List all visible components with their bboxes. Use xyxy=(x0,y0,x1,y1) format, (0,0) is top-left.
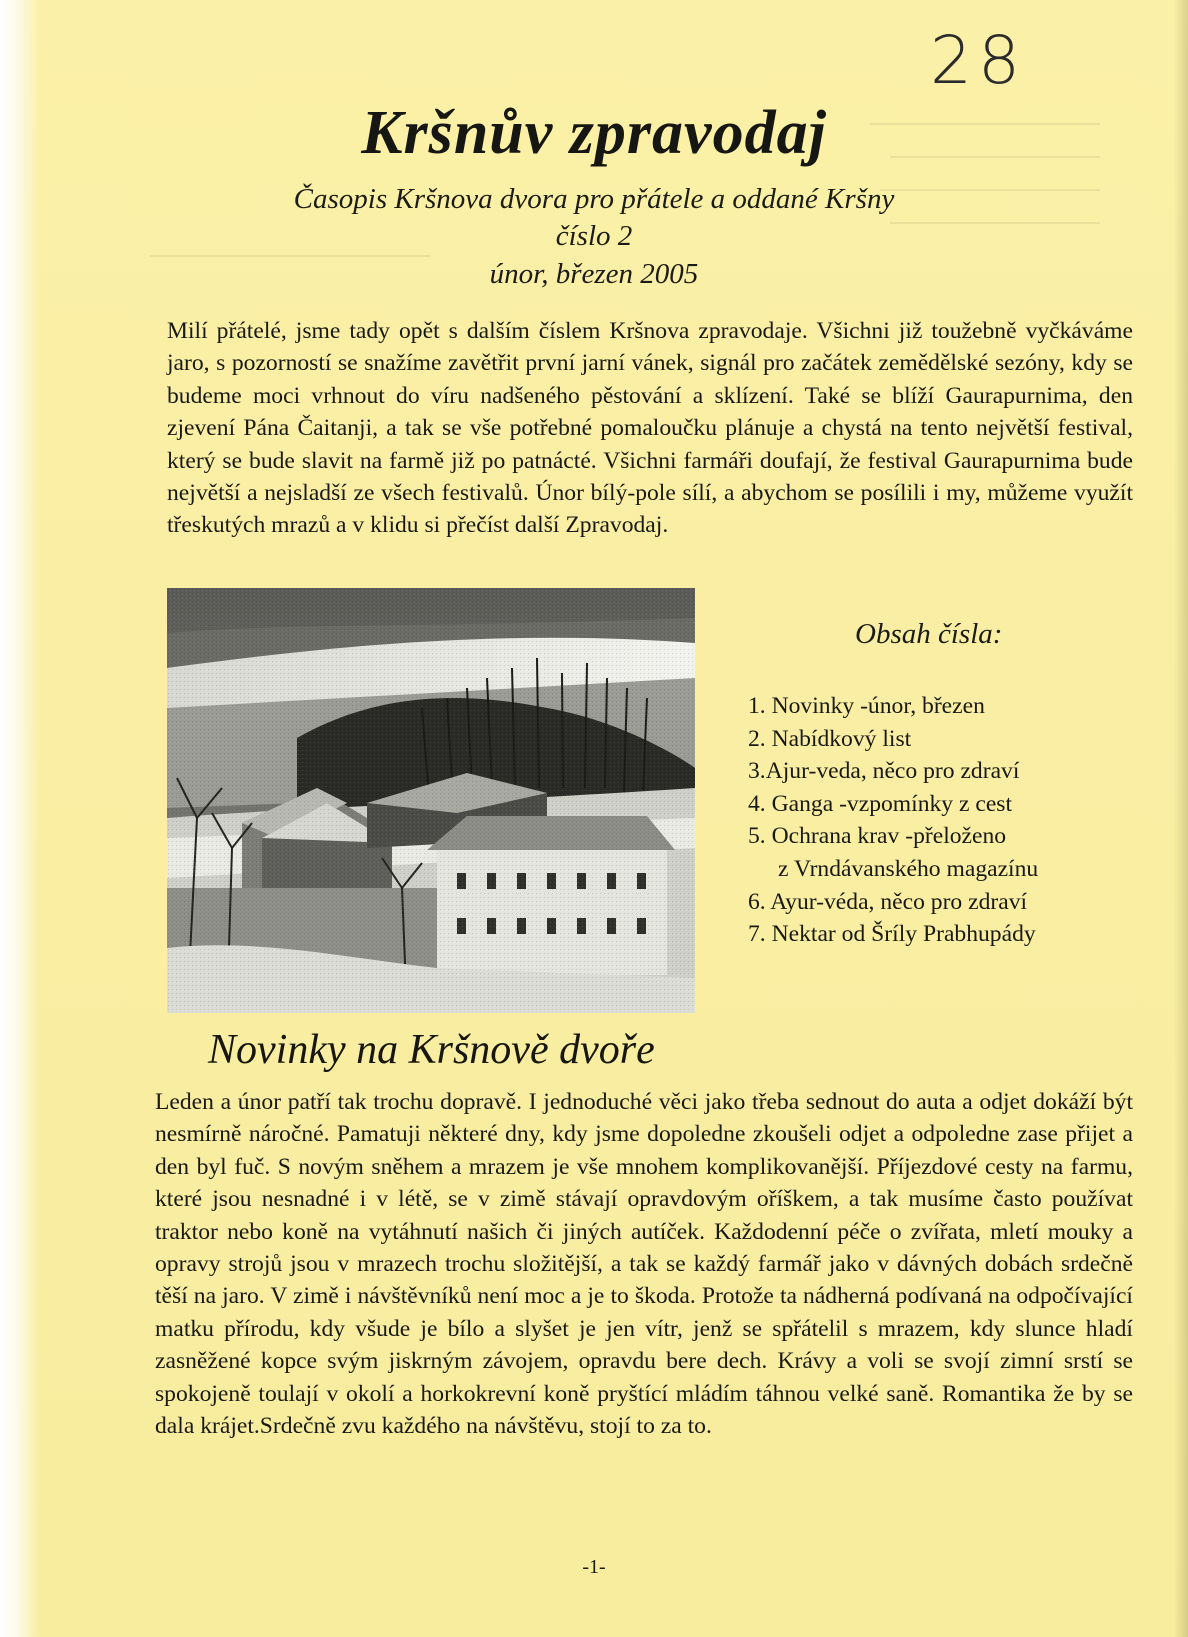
contents-title: Obsah čísla: xyxy=(855,618,1003,650)
farm-photo xyxy=(167,588,695,1013)
article-body: Leden a únor patří tak trochu dopravě. I jednoduché věci jako třeba sednout do auta a odjet dokáží být nesmírně náročné. Pamatuji některé dny, kdy jsme dopoledne zkoušeli odjet a odpoledne zase přijet a den byl fuč. S novým sněhem a mrazem je vše mnohem komplikovanější. Příjezdové cesty na farmu, které jsou nesnadné i v létě, se v zimě stávají opravdovým oříškem, a tak musíme často používat traktor nebo koně na vytáhnutí našich či jiných autíček. Každodenní péče o zvířata, mletí mouky a opravy strojů jsou v mrazech trochu složitější, a tak se každý farmář jako v dávných dobách srdečně těší na jaro. V zimě i návštěvníků není moc a je to škoda. Protože ta nádherná podívaná na odpočívající matku přírodu, kdy všude je bílo a slyšet je jen vítr, jenž se spřátelil s mrazem, kdy slunce hladí zasněžené kopce svým jiskrným závojem, opravdu bere dech. Krávy a voli se svojí zimní srstí se spokojeně toulají v okolí a horkokrevní koně pryštící mládím táhnou velké saně. Romantika že by se dala krájet.Srdečně zvu každého na návštěvu, stojí to za to. xyxy=(155,1089,1133,1440)
article-heading: Novinky na Kršnově dvoře xyxy=(208,1027,655,1073)
contents-item: 2. Nabídkový list xyxy=(748,725,912,752)
magazine-title: Kršnův zpravodaj xyxy=(361,99,827,167)
magazine-subtitle: Časopis Kršnova dvora pro přátele a oddané Kršny xyxy=(293,183,895,215)
intro-paragraph: Milí přátelé, jsme tady opět s dalším číslem Kršnova zpravodaje. Všichni již toužebně vyčkáváme jaro, s pozorností se snažíme zavětřit první jarní vánek, signál pro začátek zemědělské sezóny, kdy se budeme moci vrhnout do víru nadšeného pěstování a sklízení. Také se blíží Gaurapurnima, den zjevení Pána Čaitanji, a tak se vše potřebné pomaloučku plánuje a chystá na tento největší festival, který se bude slavit na farmě již po patnácté. Všichni farmáři doufají, že festival Gaurapurnima bude největší a nejsladší ze všech festivalů. Únor bílý-pole sílí, a abychom se posílili i my, můžeme využít třeskutých mrazů a v klidu si přečíst další Zpravodaj. xyxy=(167,318,1133,539)
issue-date: únor, březen 2005 xyxy=(489,258,699,290)
contents-item: 4. Ganga -vzpomínky z cest xyxy=(748,790,1013,817)
issue-number: číslo 2 xyxy=(555,220,633,252)
page-number: -1- xyxy=(582,1556,606,1578)
handwritten-page-number: 28 xyxy=(930,22,1026,99)
contents-list xyxy=(748,690,1038,951)
contents-item: 3.Ajur-veda, něco pro zdraví xyxy=(748,758,1020,785)
contents-item-continuation: z Vrndávanského magazínu xyxy=(778,855,1039,882)
contents-item: 1. Novinky -únor, březen xyxy=(748,693,985,719)
contents-item: 5. Ochrana krav -přeloženo xyxy=(748,823,1007,850)
contents-item: 6. Ayur-véda, něco pro zdraví xyxy=(748,888,1028,915)
contents-item: 7. Nektar od Šríly Prabhupády xyxy=(748,921,1036,948)
